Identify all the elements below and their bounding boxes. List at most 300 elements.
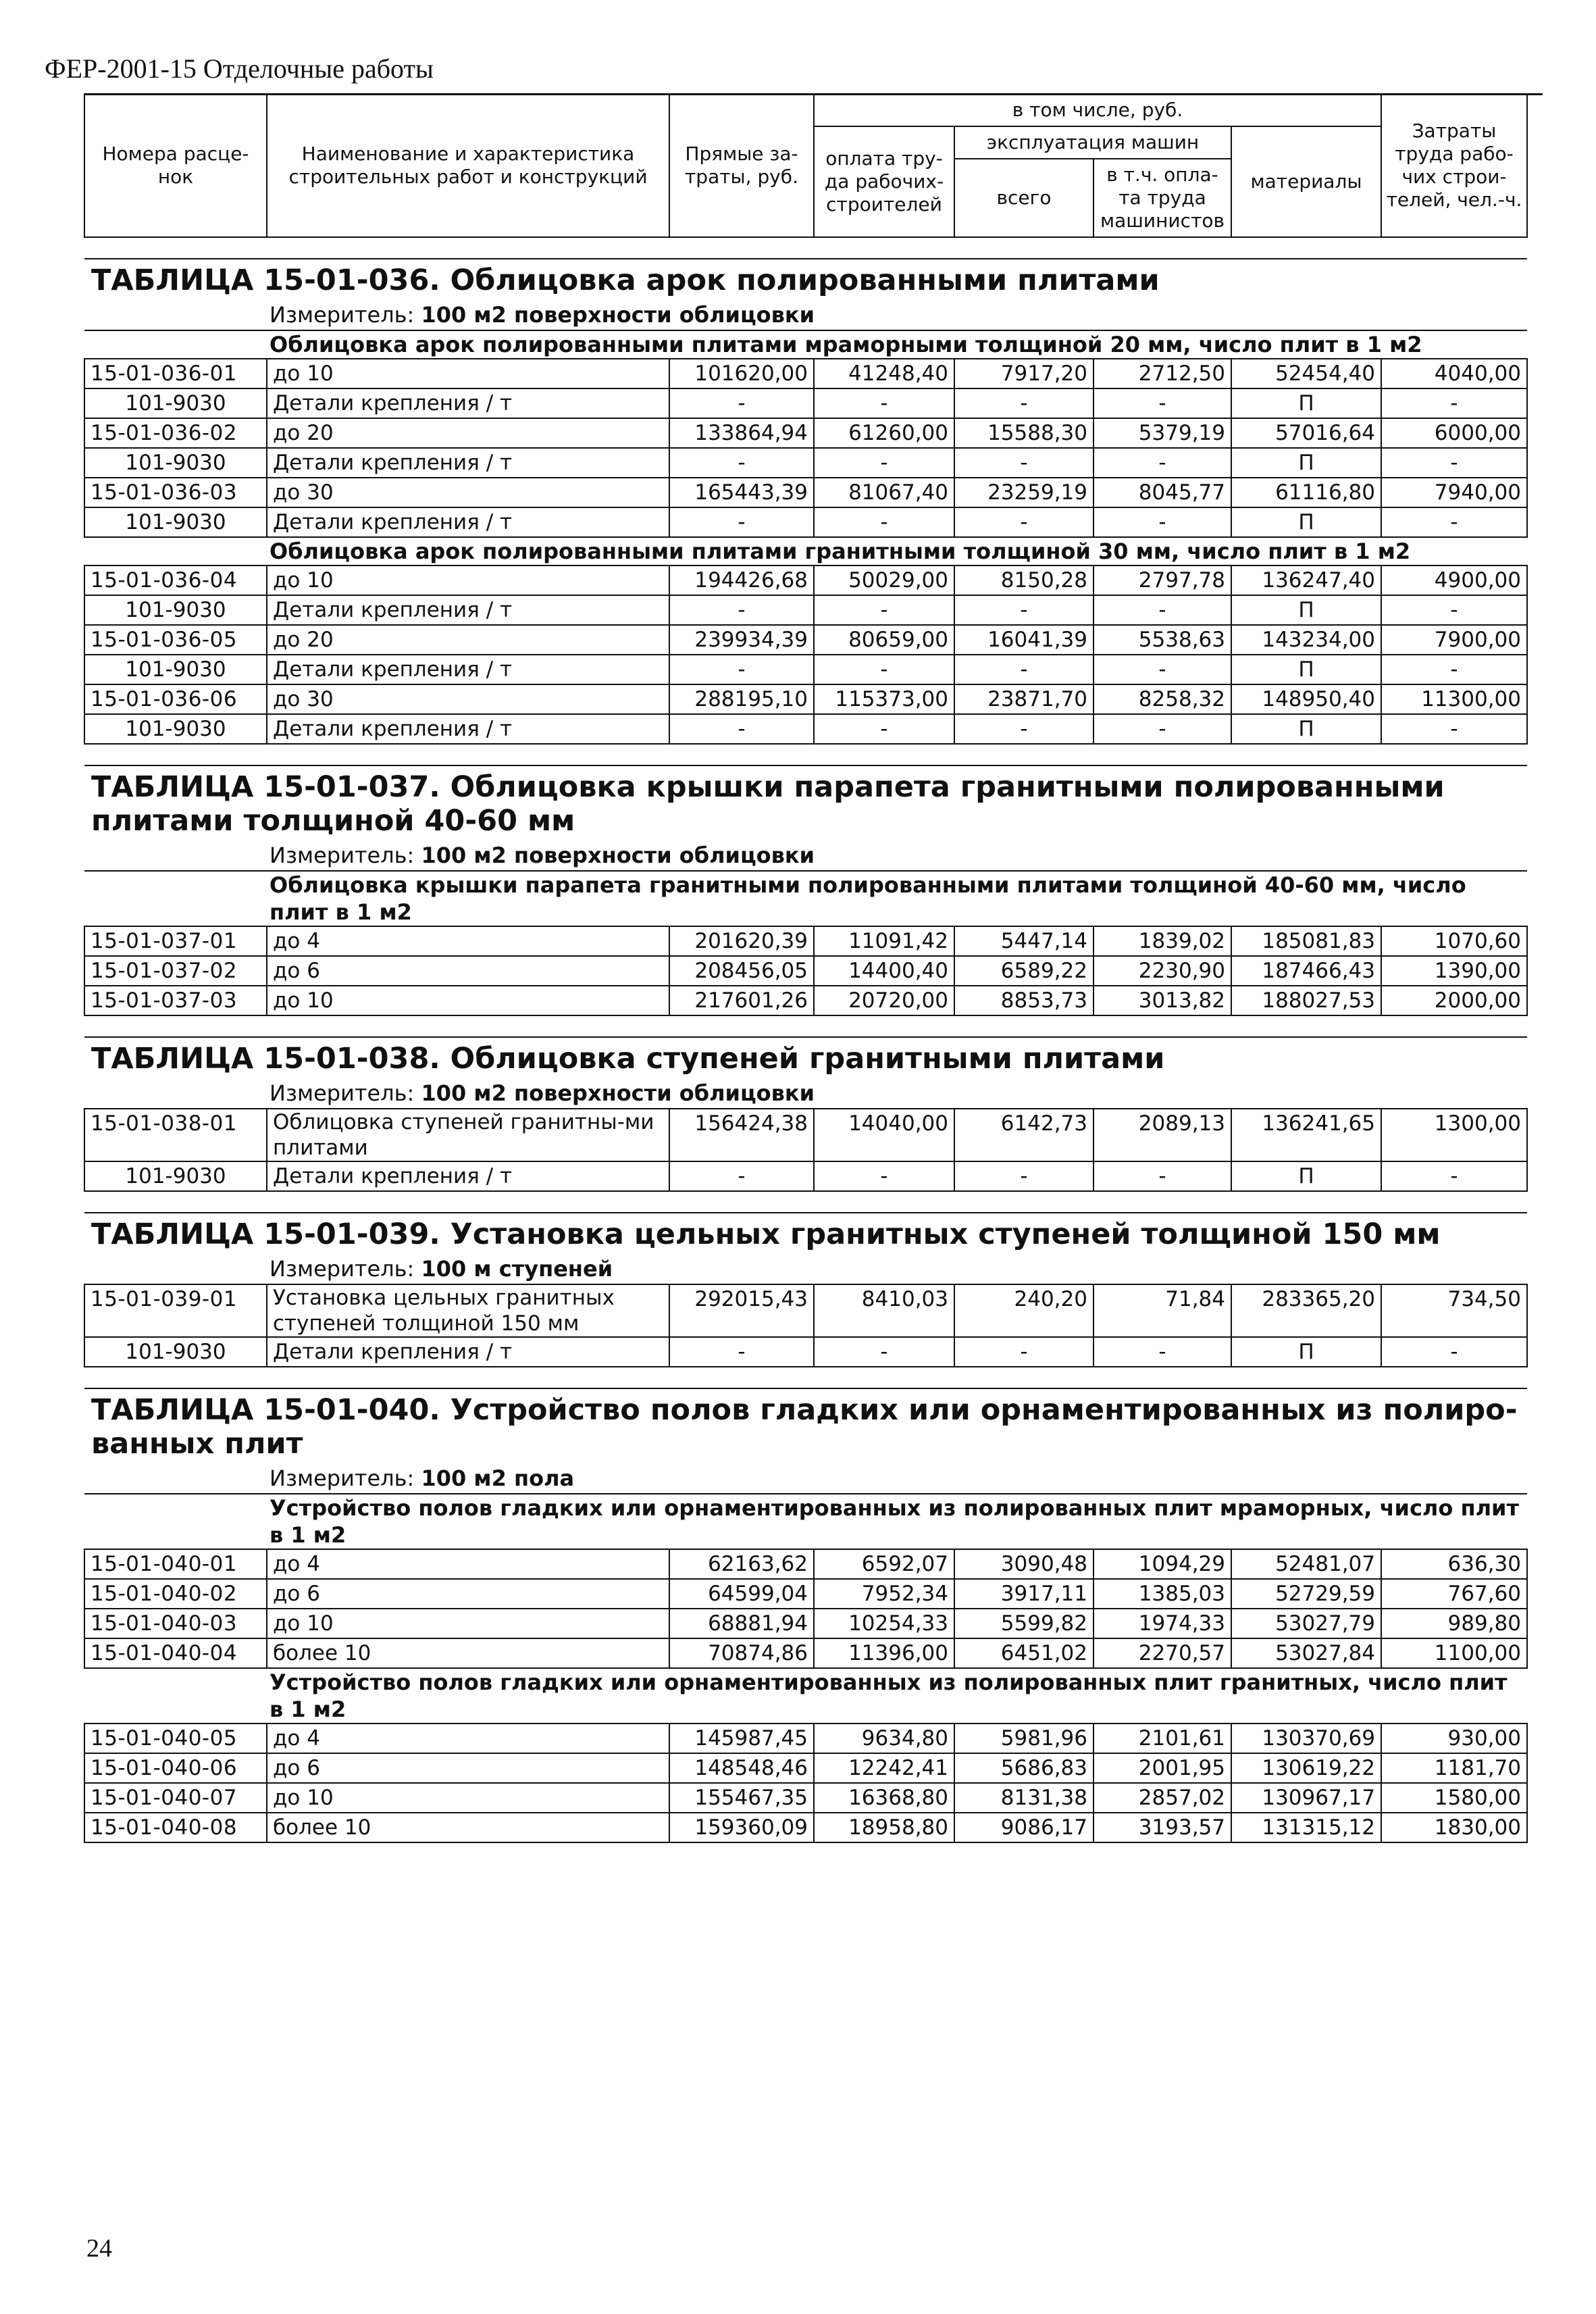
cell-name: до 20 [267, 625, 669, 655]
spacer-cell [84, 237, 1527, 259]
cell-name: до 30 [267, 478, 669, 507]
cell-code: 15-01-037-03 [84, 986, 267, 1015]
col-header-labor: Затраты труда рабо-чих строи-телей, чел.-ч. [1381, 94, 1527, 237]
table-title: ТАБЛИЦА 15-01-040. Устройство полов гладких или орнаментированных из полиро-ванных плит [91, 1393, 1518, 1461]
table-title-row [84, 1213, 1527, 1254]
cell-name: до 4 [267, 1724, 669, 1753]
cell-code: 101-9030 [84, 1337, 267, 1367]
cell-materials: П [1231, 714, 1381, 744]
spacer-cell [84, 1191, 1527, 1213]
cell-wages: 20720,00 [814, 986, 954, 1015]
table-title: ТАБЛИЦА 15-01-038. Облицовка ступеней гранитными плитами [91, 1042, 1165, 1076]
cell-wages: - [814, 388, 954, 418]
table-title: ТАБЛИЦА 15-01-039. Установка цельных гранитных ступеней толщиной 150 мм [91, 1217, 1441, 1251]
cell-machines: 23259,19 [954, 478, 1093, 507]
measure-cell [84, 840, 1527, 871]
group-row [84, 537, 1527, 565]
cell-labor: 1830,00 [1381, 1813, 1527, 1842]
resource-row [84, 448, 1527, 478]
cell-name: более 10 [267, 1813, 669, 1842]
cell-machines-wages: 8258,32 [1093, 684, 1231, 714]
cell-code: 101-9030 [84, 507, 267, 537]
cell-machines-wages: 1094,29 [1093, 1549, 1231, 1579]
measure-row [84, 1254, 1527, 1284]
group-label: Устройство полов гладких или орнаментированных из полированных плит мраморных, число плит в 1 м2 [84, 1494, 1527, 1549]
cell-direct: 194426,68 [669, 565, 814, 595]
cell-direct: - [669, 1161, 814, 1191]
cell-machines: 3090,48 [954, 1549, 1093, 1579]
cell-machines: 16041,39 [954, 625, 1093, 655]
cell-machines-wages: 2089,13 [1093, 1109, 1231, 1161]
measure-label: Измеритель: [269, 1080, 415, 1106]
cell-name: Установка цельных гранитных ступеней толщиной 150 мм [267, 1284, 669, 1337]
measure-value: 100 м2 поверхности облицовки [421, 842, 815, 868]
cell-machines: 5447,14 [954, 926, 1093, 956]
rate-row [84, 1753, 1527, 1783]
cell-direct: 145987,45 [669, 1724, 814, 1753]
cell-materials: П [1231, 1337, 1381, 1367]
cell-labor: 1390,00 [1381, 956, 1527, 986]
cell-labor: - [1381, 1337, 1527, 1367]
cell-materials: 188027,53 [1231, 986, 1381, 1015]
resource-row [84, 655, 1527, 684]
cell-name: более 10 [267, 1638, 669, 1668]
measure-row [84, 1078, 1527, 1109]
cell-labor: 2000,00 [1381, 986, 1527, 1015]
cell-wages: - [814, 1337, 954, 1367]
cell-labor: 4040,00 [1381, 359, 1527, 388]
cell-direct: 288195,10 [669, 684, 814, 714]
cell-direct: - [669, 1337, 814, 1367]
cell-machines-wages: - [1093, 595, 1231, 625]
cell-direct: 217601,26 [669, 986, 814, 1015]
cell-labor: 1100,00 [1381, 1638, 1527, 1668]
cell-direct: 62163,62 [669, 1549, 814, 1579]
cell-code: 15-01-040-08 [84, 1813, 267, 1842]
cell-machines-wages: 2230,90 [1093, 956, 1231, 986]
rate-row [84, 986, 1527, 1015]
cell-machines-wages: 2101,61 [1093, 1724, 1231, 1753]
cell-name: Детали крепления / т [267, 595, 669, 625]
cell-code: 15-01-040-02 [84, 1579, 267, 1609]
cell-direct: 165443,39 [669, 478, 814, 507]
cell-direct: 148548,46 [669, 1753, 814, 1783]
cell-direct: 64599,04 [669, 1579, 814, 1609]
cell-code: 15-01-040-05 [84, 1724, 267, 1753]
cell-code: 15-01-036-06 [84, 684, 267, 714]
rate-row [84, 625, 1527, 655]
cell-materials: П [1231, 448, 1381, 478]
measure-label: Измеритель: [269, 1465, 415, 1491]
cell-machines: 8131,38 [954, 1783, 1093, 1813]
cell-labor: 636,30 [1381, 1549, 1527, 1579]
cell-labor: 930,00 [1381, 1724, 1527, 1753]
cell-direct: 70874,86 [669, 1638, 814, 1668]
cell-code: 15-01-037-02 [84, 956, 267, 986]
cell-wages: 41248,40 [814, 359, 954, 388]
cell-code: 101-9030 [84, 714, 267, 744]
cell-wages: 61260,00 [814, 418, 954, 448]
cell-direct: 101620,00 [669, 359, 814, 388]
cell-wages: 6592,07 [814, 1549, 954, 1579]
cell-code: 15-01-039-01 [84, 1284, 267, 1337]
cell-name: Детали крепления / т [267, 714, 669, 744]
cell-labor: 7940,00 [1381, 478, 1527, 507]
rate-row [84, 478, 1527, 507]
cell-machines: 23871,70 [954, 684, 1093, 714]
cell-wages: 11091,42 [814, 926, 954, 956]
cell-code: 15-01-040-03 [84, 1609, 267, 1638]
cell-direct: 208456,05 [669, 956, 814, 986]
measure-cell [84, 1254, 1527, 1284]
cell-labor: 11300,00 [1381, 684, 1527, 714]
table-title: ТАБЛИЦА 15-01-036. Облицовка арок полированными плитами [91, 263, 1160, 297]
cell-machines: 9086,17 [954, 1813, 1093, 1842]
cell-machines-wages: - [1093, 388, 1231, 418]
cell-labor: 989,80 [1381, 1609, 1527, 1638]
cell-machines: - [954, 714, 1093, 744]
page-number: 24 [86, 2234, 112, 2263]
table-spacer [84, 744, 1527, 765]
cell-machines-wages: 1839,02 [1093, 926, 1231, 956]
cell-materials: 130967,17 [1231, 1783, 1381, 1813]
cell-machines: - [954, 388, 1093, 418]
cell-materials: 143234,00 [1231, 625, 1381, 655]
cell-direct: 239934,39 [669, 625, 814, 655]
measure-value: 100 м ступеней [421, 1256, 613, 1282]
spacer-cell [84, 1367, 1527, 1388]
cell-name: до 10 [267, 1609, 669, 1638]
cell-wages: 80659,00 [814, 625, 954, 655]
cell-wages: 12242,41 [814, 1753, 954, 1783]
rate-row [84, 418, 1527, 448]
rate-row [84, 1609, 1527, 1638]
cell-labor: - [1381, 388, 1527, 418]
cell-name: Детали крепления / т [267, 1161, 669, 1191]
cell-wages: 8410,03 [814, 1284, 954, 1337]
rate-row [84, 565, 1527, 595]
group-row [84, 871, 1527, 926]
cell-code: 101-9030 [84, 655, 267, 684]
cell-wages: 50029,00 [814, 565, 954, 595]
cell-machines-wages: 2857,02 [1093, 1783, 1231, 1813]
col-header-incl-group: в том числе, руб. [814, 94, 1381, 126]
resource-row [84, 1337, 1527, 1367]
rate-row [84, 1638, 1527, 1668]
cell-labor: - [1381, 1161, 1527, 1191]
measure-cell [84, 300, 1527, 330]
cell-wages: 115373,00 [814, 684, 954, 714]
cell-materials: П [1231, 388, 1381, 418]
cell-labor: 1181,70 [1381, 1753, 1527, 1783]
cell-wages: 11396,00 [814, 1638, 954, 1668]
cell-wages: - [814, 595, 954, 625]
cell-code: 15-01-036-04 [84, 565, 267, 595]
cell-machines-wages: 1385,03 [1093, 1579, 1231, 1609]
cell-direct: - [669, 714, 814, 744]
group-label: Облицовка арок полированными плитами мраморными толщиной 20 мм, число плит в 1 м2 [84, 330, 1527, 359]
cell-direct: - [669, 595, 814, 625]
cell-name: до 10 [267, 565, 669, 595]
cell-labor: 6000,00 [1381, 418, 1527, 448]
cell-machines: 5686,83 [954, 1753, 1093, 1783]
table-spacer [84, 1367, 1527, 1388]
measure-row [84, 300, 1527, 330]
cell-machines: 3917,11 [954, 1579, 1093, 1609]
rate-row [84, 1284, 1527, 1337]
col-header-name: Наименование и характеристика строительных работ и конструкций [267, 94, 669, 237]
cell-wages: - [814, 1161, 954, 1191]
table-title-row [84, 1037, 1527, 1078]
running-head: ФЕР-2001-15 Отделочные работы [45, 53, 434, 84]
cell-code: 15-01-036-02 [84, 418, 267, 448]
cell-code: 15-01-036-03 [84, 478, 267, 507]
cell-wages: 9634,80 [814, 1724, 954, 1753]
cell-code: 15-01-036-01 [84, 359, 267, 388]
cell-materials: 187466,43 [1231, 956, 1381, 986]
cell-materials: 52454,40 [1231, 359, 1381, 388]
cell-machines-wages: - [1093, 1161, 1231, 1191]
rate-row [84, 1813, 1527, 1842]
cell-direct: 159360,09 [669, 1813, 814, 1842]
group-label: Облицовка арок полированными плитами гранитными толщиной 30 мм, число плит в 1 м2 [84, 537, 1527, 565]
cell-machines-wages: 71,84 [1093, 1284, 1231, 1337]
cell-name: до 4 [267, 926, 669, 956]
cell-machines: 15588,30 [954, 418, 1093, 448]
cell-materials: 131315,12 [1231, 1813, 1381, 1842]
cell-code: 15-01-040-06 [84, 1753, 267, 1783]
cell-machines-wages: 1974,33 [1093, 1609, 1231, 1638]
group-label: Устройство полов гладких или орнаментированных из полированных плит гранитных, число плит в 1 м2 [84, 1668, 1527, 1724]
price-table [84, 93, 1528, 1843]
cell-machines-wages: 2797,78 [1093, 565, 1231, 595]
cell-name: Детали крепления / т [267, 655, 669, 684]
group-row [84, 330, 1527, 359]
rate-row [84, 1109, 1527, 1161]
cell-labor: 767,60 [1381, 1579, 1527, 1609]
rate-row [84, 1579, 1527, 1609]
cell-machines-wages: 2270,57 [1093, 1638, 1231, 1668]
cell-labor: 1580,00 [1381, 1783, 1527, 1813]
cell-machines-wages: 5538,63 [1093, 625, 1231, 655]
cell-direct: 201620,39 [669, 926, 814, 956]
rate-row [84, 956, 1527, 986]
measure-value: 100 м2 пола [421, 1465, 575, 1491]
cell-materials: 185081,83 [1231, 926, 1381, 956]
cell-name: до 10 [267, 986, 669, 1015]
cell-labor: 1070,60 [1381, 926, 1527, 956]
cell-machines: - [954, 507, 1093, 537]
measure-label: Измеритель: [269, 302, 415, 328]
cell-labor: - [1381, 448, 1527, 478]
cell-materials: 53027,84 [1231, 1638, 1381, 1668]
col-header-machines-wages: в т.ч. опла-та труда машинистов [1093, 159, 1231, 237]
cell-code: 101-9030 [84, 595, 267, 625]
cell-materials: П [1231, 595, 1381, 625]
cell-machines-wages: - [1093, 507, 1231, 537]
cell-code: 15-01-040-04 [84, 1638, 267, 1668]
cell-materials: 136247,40 [1231, 565, 1381, 595]
table-body [84, 237, 1527, 1842]
table-title-row [84, 765, 1527, 840]
spacer-cell [84, 1015, 1527, 1037]
rate-row [84, 926, 1527, 956]
cell-name: до 4 [267, 1549, 669, 1579]
cell-code: 15-01-037-01 [84, 926, 267, 956]
measure-value: 100 м2 поверхности облицовки [421, 1080, 815, 1106]
cell-name: Облицовка ступеней гранитны-ми плитами [267, 1109, 669, 1161]
cell-machines: 6142,73 [954, 1109, 1093, 1161]
table-header [84, 94, 1527, 237]
measure-cell [84, 1463, 1527, 1494]
cell-labor: - [1381, 595, 1527, 625]
table-title-row [84, 1388, 1527, 1463]
group-row [84, 1668, 1527, 1724]
cell-wages: 18958,80 [814, 1813, 954, 1842]
cell-wages: 16368,80 [814, 1783, 954, 1813]
cell-materials: П [1231, 1161, 1381, 1191]
cell-code: 15-01-040-01 [84, 1549, 267, 1579]
rate-row [84, 684, 1527, 714]
cell-labor: - [1381, 507, 1527, 537]
cell-materials: 283365,20 [1231, 1284, 1381, 1337]
rate-row [84, 1783, 1527, 1813]
cell-machines-wages: 3013,82 [1093, 986, 1231, 1015]
cell-name: до 10 [267, 1783, 669, 1813]
table-title: ТАБЛИЦА 15-01-037. Облицовка крышки парапета гранитными полированными плитами толщиной 40-60 мм [91, 770, 1445, 838]
cell-machines-wages: 2001,95 [1093, 1753, 1231, 1783]
cell-direct: 156424,38 [669, 1109, 814, 1161]
cell-machines: - [954, 1161, 1093, 1191]
cell-direct: 68881,94 [669, 1609, 814, 1638]
rate-row [84, 359, 1527, 388]
cell-wages: 14040,00 [814, 1109, 954, 1161]
cell-machines: 7917,20 [954, 359, 1093, 388]
cell-materials: 53027,79 [1231, 1609, 1381, 1638]
cell-code: 101-9030 [84, 1161, 267, 1191]
cell-name: до 20 [267, 418, 669, 448]
cell-code: 15-01-038-01 [84, 1109, 267, 1161]
cell-code: 15-01-040-07 [84, 1783, 267, 1813]
cell-machines: 8150,28 [954, 565, 1093, 595]
cell-name: Детали крепления / т [267, 388, 669, 418]
col-header-machines-total: всего [954, 159, 1093, 237]
cell-direct: 292015,43 [669, 1284, 814, 1337]
cell-labor: - [1381, 714, 1527, 744]
table-spacer [84, 237, 1527, 259]
col-header-wages: оплата тру-да рабочих-строителей [814, 126, 954, 237]
cell-wages: 81067,40 [814, 478, 954, 507]
cell-materials: П [1231, 507, 1381, 537]
cell-materials: 130619,22 [1231, 1753, 1381, 1783]
cell-machines: 240,20 [954, 1284, 1093, 1337]
cell-machines: - [954, 655, 1093, 684]
rate-row [84, 1724, 1527, 1753]
cell-name: Детали крепления / т [267, 1337, 669, 1367]
col-header-direct: Прямые за-траты, руб. [669, 94, 814, 237]
cell-machines: - [954, 1337, 1093, 1367]
cell-name: до 6 [267, 956, 669, 986]
cell-wages: - [814, 714, 954, 744]
cell-materials: П [1231, 655, 1381, 684]
col-header-materials: материалы [1231, 126, 1381, 237]
cell-wages: 10254,33 [814, 1609, 954, 1638]
resource-row [84, 595, 1527, 625]
cell-wages: 7952,34 [814, 1579, 954, 1609]
cell-materials: 52729,59 [1231, 1579, 1381, 1609]
cell-direct: 133864,94 [669, 418, 814, 448]
cell-wages: - [814, 655, 954, 684]
cell-materials: 57016,64 [1231, 418, 1381, 448]
cell-machines-wages: - [1093, 448, 1231, 478]
cell-direct: - [669, 655, 814, 684]
cell-machines-wages: 8045,77 [1093, 478, 1231, 507]
resource-row [84, 714, 1527, 744]
cell-wages: - [814, 448, 954, 478]
cell-machines-wages: - [1093, 714, 1231, 744]
col-header-machines-group: эксплуатация машин [954, 126, 1231, 159]
cell-direct: - [669, 388, 814, 418]
cell-materials: 130370,69 [1231, 1724, 1381, 1753]
cell-labor: 7900,00 [1381, 625, 1527, 655]
cell-machines: - [954, 448, 1093, 478]
cell-code: 15-01-036-05 [84, 625, 267, 655]
rate-row [84, 1549, 1527, 1579]
cell-name: до 6 [267, 1579, 669, 1609]
cell-labor: 1300,00 [1381, 1109, 1527, 1161]
cell-machines: 6589,22 [954, 956, 1093, 986]
cell-machines: 6451,02 [954, 1638, 1093, 1668]
cell-direct: - [669, 507, 814, 537]
cell-wages: 14400,40 [814, 956, 954, 986]
cell-machines: 8853,73 [954, 986, 1093, 1015]
cell-name: Детали крепления / т [267, 448, 669, 478]
cell-direct: - [669, 448, 814, 478]
cell-machines-wages: - [1093, 1337, 1231, 1367]
cell-materials: 136241,65 [1231, 1109, 1381, 1161]
cell-materials: 148950,40 [1231, 684, 1381, 714]
measure-label: Измеритель: [269, 842, 415, 868]
cell-code: 101-9030 [84, 388, 267, 418]
cell-machines: - [954, 595, 1093, 625]
resource-row [84, 507, 1527, 537]
table-title-row [84, 259, 1527, 300]
col-header-code: Номера расце-нок [84, 94, 267, 237]
cell-name: до 6 [267, 1753, 669, 1783]
cell-machines: 5981,96 [954, 1724, 1093, 1753]
spacer-cell [84, 744, 1527, 765]
cell-direct: 155467,35 [669, 1783, 814, 1813]
measure-row [84, 1463, 1527, 1494]
table-spacer [84, 1015, 1527, 1037]
cell-name: до 10 [267, 359, 669, 388]
cell-name: до 30 [267, 684, 669, 714]
group-label: Облицовка крышки парапета гранитными полированными плитами толщиной 40-60 мм, число плит в 1 м2 [84, 871, 1527, 926]
cell-labor: - [1381, 655, 1527, 684]
cell-materials: 61116,80 [1231, 478, 1381, 507]
cell-code: 101-9030 [84, 448, 267, 478]
cell-wages: - [814, 507, 954, 537]
cell-machines-wages: 5379,19 [1093, 418, 1231, 448]
table-spacer [84, 1191, 1527, 1213]
measure-value: 100 м2 поверхности облицовки [421, 302, 815, 328]
cell-labor: 734,50 [1381, 1284, 1527, 1337]
cell-machines-wages: - [1093, 655, 1231, 684]
measure-label: Измеритель: [269, 1256, 415, 1282]
measure-cell [84, 1078, 1527, 1109]
cell-machines-wages: 3193,57 [1093, 1813, 1231, 1842]
cell-name: Детали крепления / т [267, 507, 669, 537]
